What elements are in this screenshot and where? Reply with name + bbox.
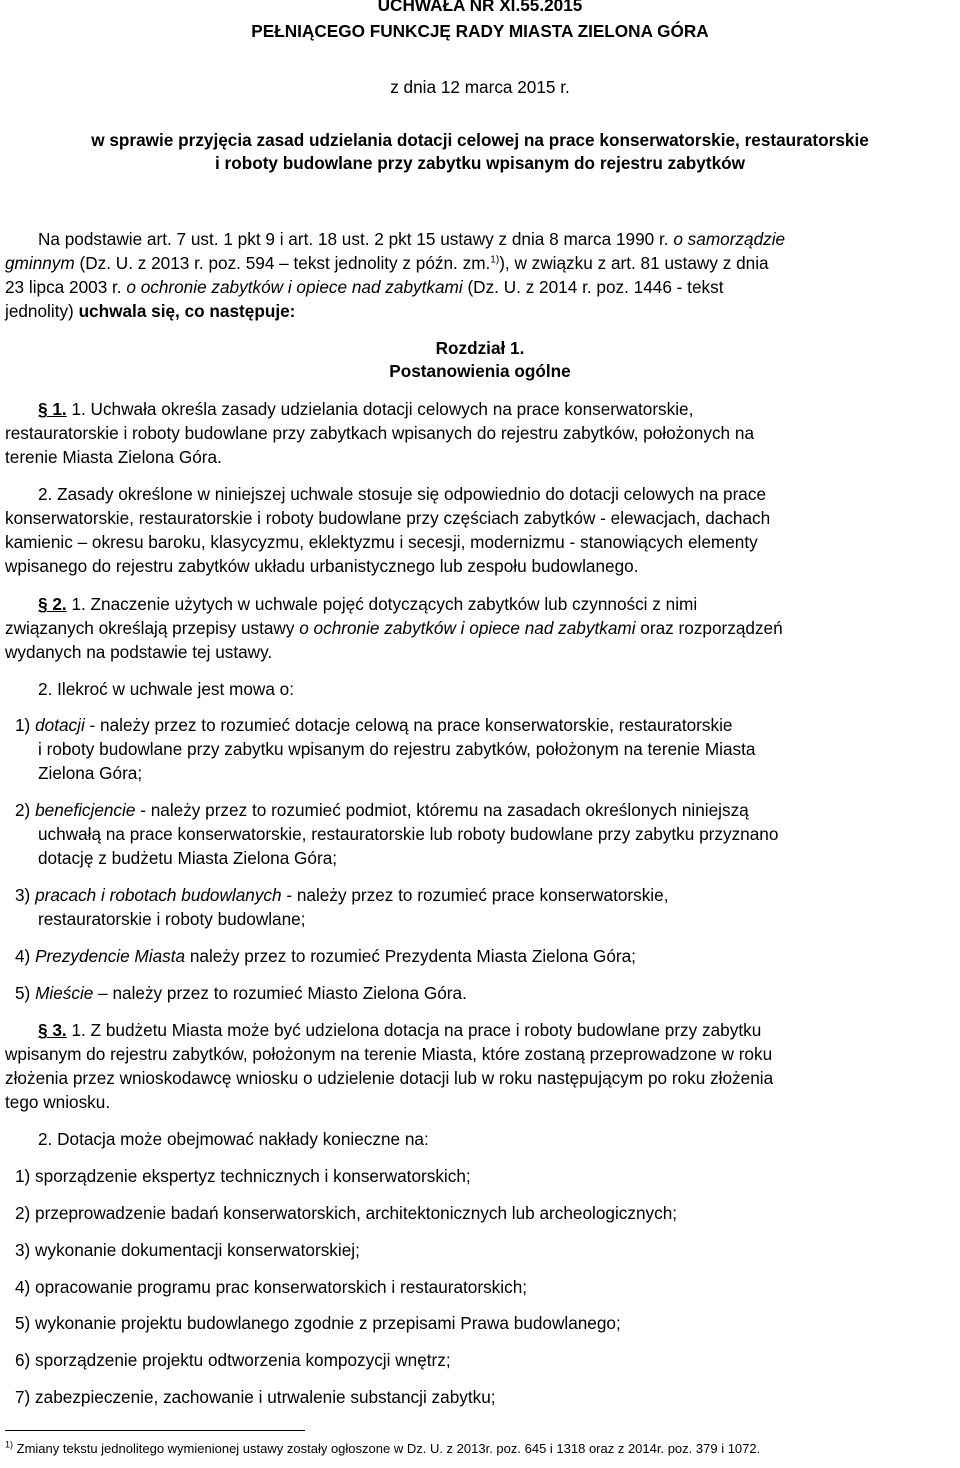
footnote-ref: 1) <box>490 254 500 266</box>
preamble-line-2 <box>5 252 769 274</box>
definition-4 <box>15 945 636 967</box>
footnote <box>5 1440 760 1458</box>
defined-term: dotacji <box>35 715 85 735</box>
list-number: 4) <box>15 946 31 966</box>
paragraph-text: 1. Z budżetu Miasta może być udzielona dotacja na prace i roboty budowlane przy zabytku <box>66 1020 762 1040</box>
defined-term: Prezydencie Miasta <box>35 946 186 966</box>
par1-p2-line-4: wpisanego do rejestru zabytków układu urbanistycznego lub zespołu budowlanego. <box>5 556 639 576</box>
par2-p2: 2. Ilekroć w uchwale jest mowa o: <box>38 679 295 699</box>
preamble-line-3 <box>5 276 723 298</box>
definition-text: należy przez to rozumieć Prezydenta Miasta Zielona Góra; <box>185 946 636 966</box>
preamble-line-4 <box>5 300 295 322</box>
act-title-italic: o ochronie zabytków i opiece nad zabytkami <box>299 618 636 638</box>
par3-line-3: złożenia przez wnioskodawcę wniosku o udzielenie dotacji lub w roku następującym po roku złożenia <box>5 1068 774 1088</box>
paragraph-text: 1. Uchwała określa zasady udzielania dotacji celowych na prace konserwatorskie, <box>66 399 694 419</box>
act-title-italic: o ochronie zabytków i opiece nad zabytkami <box>126 277 463 297</box>
par1-line-3: terenie Miasta Zielona Góra. <box>5 447 222 467</box>
subject-line-2: i roboty budowlane przy zabytku wpisanym do rejestru zabytków <box>214 153 746 173</box>
par1-p2-line-1: 2. Zasady określone w niniejszej uchwale stosuje się odpowiednio do dotacji celowych na prace <box>38 484 767 504</box>
preamble-text: ), w związku z art. 81 ustawy z dnia <box>499 253 769 273</box>
defined-term: beneficjencie <box>35 800 136 820</box>
defined-term: Mieście <box>35 983 94 1003</box>
definition-text: - należy przez to rozumieć prace konserwatorskie, <box>281 885 669 905</box>
par3-p2: 2. Dotacja może obejmować nakłady konieczne na: <box>38 1129 429 1149</box>
definition-1-line-1 <box>15 714 732 736</box>
definition-2-line-3: dotację z budżetu Miasta Zielona Góra; <box>38 848 338 868</box>
par3-line-4: tego wniosku. <box>5 1092 111 1112</box>
par1-p2-line-2: konserwatorskie, restauratorskie i roboty budowlane przy częściach zabytków - elewacjach, dachach <box>5 508 771 528</box>
list-number: 3) <box>15 885 31 905</box>
preamble-text: jednolity) <box>5 301 79 321</box>
paragraph-number: § 2. <box>38 594 67 614</box>
paragraph-text: 1. Znaczenie użytych w uchwale pojęć dotyczących zabytków lub czynności z nimi <box>66 594 698 614</box>
definition-text: - należy przez to rozumieć podmiot, któremu na zasadach określonych niniejszą <box>135 800 749 820</box>
list-number: 5) <box>15 983 31 1003</box>
definition-3-line-2: restauratorskie i roboty budowlane; <box>38 909 306 929</box>
footnote-text: Zmiany tekstu jednolitego wymienionej ustawy zostały ogłoszone w Dz. U. z 2013r. poz. 645 i 1318 oraz z 2014r. poz. 379 i 1072. <box>16 1441 761 1456</box>
par3-line-2: wpisanym do rejestru zabytków, położonym na terenie Miasta, które zostaną przeprowadzone w roku <box>5 1044 773 1064</box>
definition-2-line-1 <box>15 799 749 821</box>
list-item: 1) sporządzenie ekspertyz technicznych i konserwatorskich; <box>15 1166 471 1186</box>
subject-line-1: w sprawie przyjęcia zasad udzielania dotacji celowej na prace konserwatorskie, restauratorskie <box>91 130 869 150</box>
act-title-italic: gminnym <box>5 253 75 273</box>
par3-line-1 <box>38 1019 761 1041</box>
definition-1-line-2: i roboty budowlane przy zabytku wpisanym do rejestru zabytków, położonym na terenie Miasta <box>38 739 756 759</box>
defined-term: pracach i robotach budowlanych <box>35 885 282 905</box>
paragraph-text: związanych określają przepisy ustawy <box>5 618 300 638</box>
list-item: 5) wykonanie projektu budowlanego zgodnie z przepisami Prawa budowlanego; <box>15 1313 621 1333</box>
preamble-text: (Dz. U. z 2013 r. poz. 594 – tekst jednolity z późn. zm. <box>74 253 491 273</box>
resolution-date: z dnia 12 marca 2015 r. <box>390 77 570 97</box>
chapter-number: Rozdział 1. <box>435 338 525 358</box>
par1-line-2: restauratorskie i roboty budowlane przy zabytkach wpisanych do rejestru zabytków, położonych na <box>5 423 755 443</box>
definition-text: – należy przez to rozumieć Miasto Zielona Góra. <box>93 983 467 1003</box>
par2-line-2 <box>5 617 783 639</box>
resolution-title: UCHWAŁA NR XI.55.2015 <box>377 0 583 15</box>
paragraph-number: § 3. <box>38 1020 67 1040</box>
footnote-divider <box>5 1430 305 1431</box>
preamble-text: Na podstawie art. 7 ust. 1 pkt 9 i art. 18 ust. 2 pkt 15 ustawy z dnia 8 marca 1990 r. <box>38 229 674 249</box>
list-number: 1) <box>15 715 31 735</box>
list-item: 6) sporządzenie projektu odtworzenia kompozycji wnętrz; <box>15 1350 451 1370</box>
list-number: 2) <box>15 800 31 820</box>
issuer-title: PEŁNIĄCEGO FUNKCJĘ RADY MIASTA ZIELONA GÓRA <box>251 21 709 41</box>
definition-5 <box>15 982 467 1004</box>
preamble-text: (Dz. U. z 2014 r. poz. 1446 - tekst <box>462 277 724 297</box>
footnote-mark: 1) <box>5 1439 14 1450</box>
definition-text: - należy przez to rozumieć dotacje celową na prace konserwatorskie, restauratorskie <box>84 715 733 735</box>
par2-line-1 <box>38 593 697 615</box>
definition-1-line-3: Zielona Góra; <box>38 763 143 783</box>
par2-line-3: wydanych na podstawie tej ustawy. <box>5 642 273 662</box>
preamble-text: 23 lipca 2003 r. <box>5 277 127 297</box>
par1-p2-line-3: kamienic – okresu baroku, klasycyzmu, eklektyzmu i secesji, modernizmu - stanowiących elementy <box>5 532 758 552</box>
definition-3-line-1 <box>15 884 668 906</box>
paragraph-text: oraz rozporządzeń <box>635 618 783 638</box>
chapter-name: Postanowienia ogólne <box>389 361 571 381</box>
act-title-italic: o samorządzie <box>673 229 786 249</box>
list-item: 3) wykonanie dokumentacji konserwatorskiej; <box>15 1240 360 1260</box>
list-item: 2) przeprowadzenie badań konserwatorskich, architektonicznych lub archeologicznych; <box>15 1203 678 1223</box>
enacting-clause: uchwala się, co następuje: <box>78 301 296 321</box>
preamble-line-1 <box>38 228 785 250</box>
list-item: 7) zabezpieczenie, zachowanie i utrwalenie substancji zabytku; <box>15 1387 496 1407</box>
definition-2-line-2: uchwałą na prace konserwatorskie, restauratorskie lub roboty budowlane przy zabytku przyznano <box>38 824 779 844</box>
paragraph-number: § 1. <box>38 399 67 419</box>
list-item: 4) opracowanie programu prac konserwatorskich i restauratorskich; <box>15 1277 528 1297</box>
par1-line-1 <box>38 398 693 420</box>
